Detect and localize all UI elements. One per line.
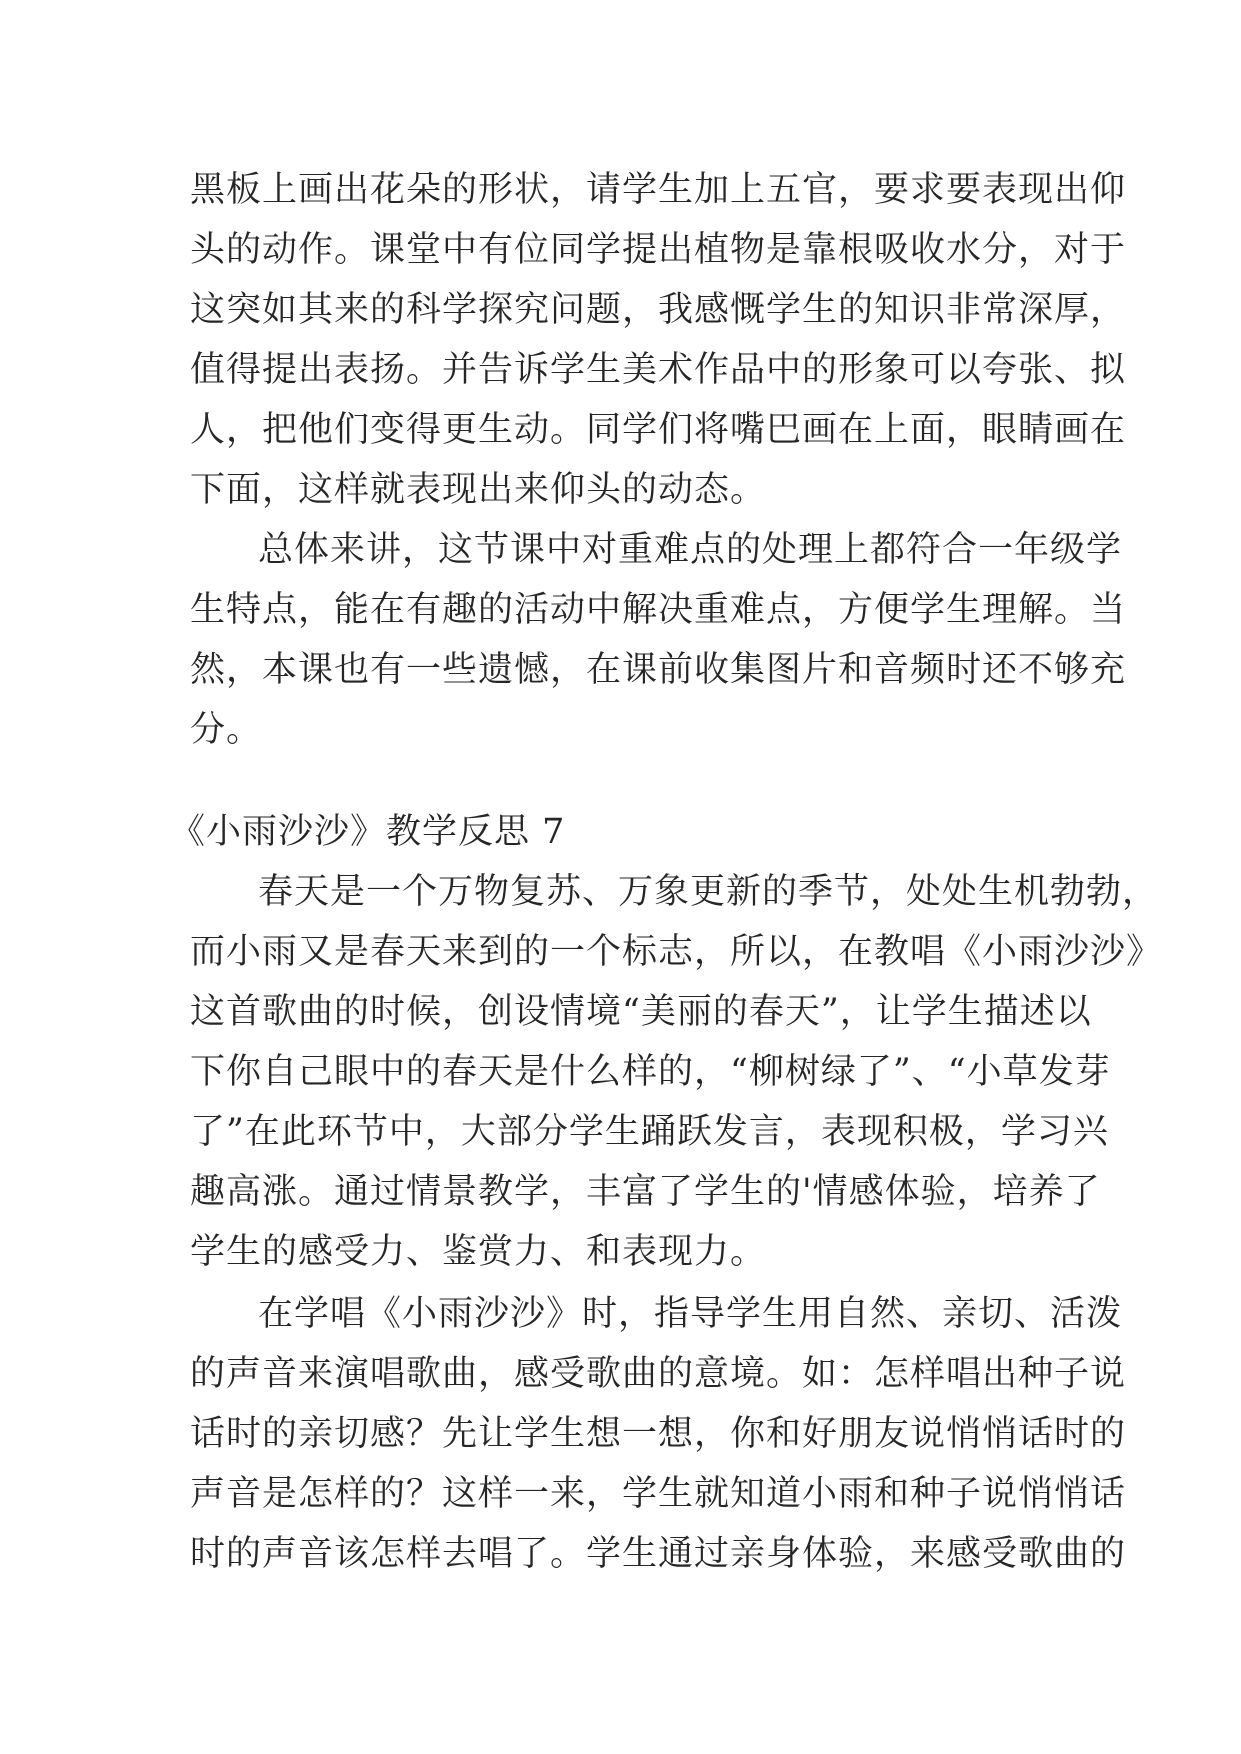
section-heading: 《小雨沙沙》教学反思 7 xyxy=(170,812,566,852)
paragraph-3-line-7: 学生的感受力、鉴赏力、和表现力。 xyxy=(190,1232,767,1272)
paragraph-4-line-5: 时的声音该怎样去唱了。学生通过亲身体验，来感受歌曲的 xyxy=(190,1534,1127,1574)
paragraph-1-line-6: 下面，这样就表现出来仰头的动态。 xyxy=(190,470,767,510)
paragraph-1-line-1: 黑板上画出花朵的形状，请学生加上五官，要求要表现出仰 xyxy=(190,170,1127,210)
paragraph-3-line-2: 而小雨又是春天来到的一个标志，所以，在教唱《小雨沙沙》 xyxy=(190,932,1163,972)
paragraph-4-line-1: 在学唱《小雨沙沙》时，指导学生用自然、亲切、活泼 xyxy=(258,1294,1123,1334)
paragraph-1-line-5: 人，把他们变得更生动。同学们将嘴巴画在上面，眼睛画在 xyxy=(190,410,1127,450)
paragraph-4-line-4: 声音是怎样的？这样一来，学生就知道小雨和种子说悄悄话 xyxy=(190,1474,1127,1514)
paragraph-4-line-2: 的声音来演唱歌曲，感受歌曲的意境。如：怎样唱出种子说 xyxy=(190,1354,1127,1394)
paragraph-1-line-3: 这突如其来的科学探究问题，我感慨学生的知识非常深厚， xyxy=(190,290,1127,330)
paragraph-3-line-5: 了”在此环节中，大部分学生踊跃发言，表现积极，学习兴 xyxy=(190,1112,1109,1152)
paragraph-2-line-1: 总体来讲，这节课中对重难点的处理上都符合一年级学 xyxy=(258,530,1123,570)
paragraph-3-line-6: 趣高涨。通过情景教学，丰富了学生的'情感体验，培养了 xyxy=(190,1172,1101,1212)
paragraph-1-line-2: 头的动作。课堂中有位同学提出植物是靠根吸收水分，对于 xyxy=(190,230,1127,270)
paragraph-3-line-1: 春天是一个万物复苏、万象更新的季节，处处生机勃勃， xyxy=(258,872,1159,912)
paragraph-3-line-4: 下你自己眼中的春天是什么样的，“柳树绿了”、“小草发芽 xyxy=(190,1052,1111,1092)
paragraph-2-line-4: 分。 xyxy=(190,710,263,750)
paragraph-2-line-3: 然，本课也有一些遗憾，在课前收集图片和音频时还不够充 xyxy=(190,650,1127,690)
paragraph-4-line-3: 话时的亲切感？先让学生想一想，你和好朋友说悄悄话时的 xyxy=(190,1414,1127,1454)
paragraph-3-line-3: 这首歌曲的时候，创设情境“美丽的春天”，让学生描述以 xyxy=(190,992,1092,1032)
paragraph-1-line-4: 值得提出表扬。并告诉学生美术作品中的形象可以夸张、拟 xyxy=(190,350,1127,390)
paragraph-2-line-2: 生特点，能在有趣的活动中解决重难点，方便学生理解。当 xyxy=(190,590,1127,630)
